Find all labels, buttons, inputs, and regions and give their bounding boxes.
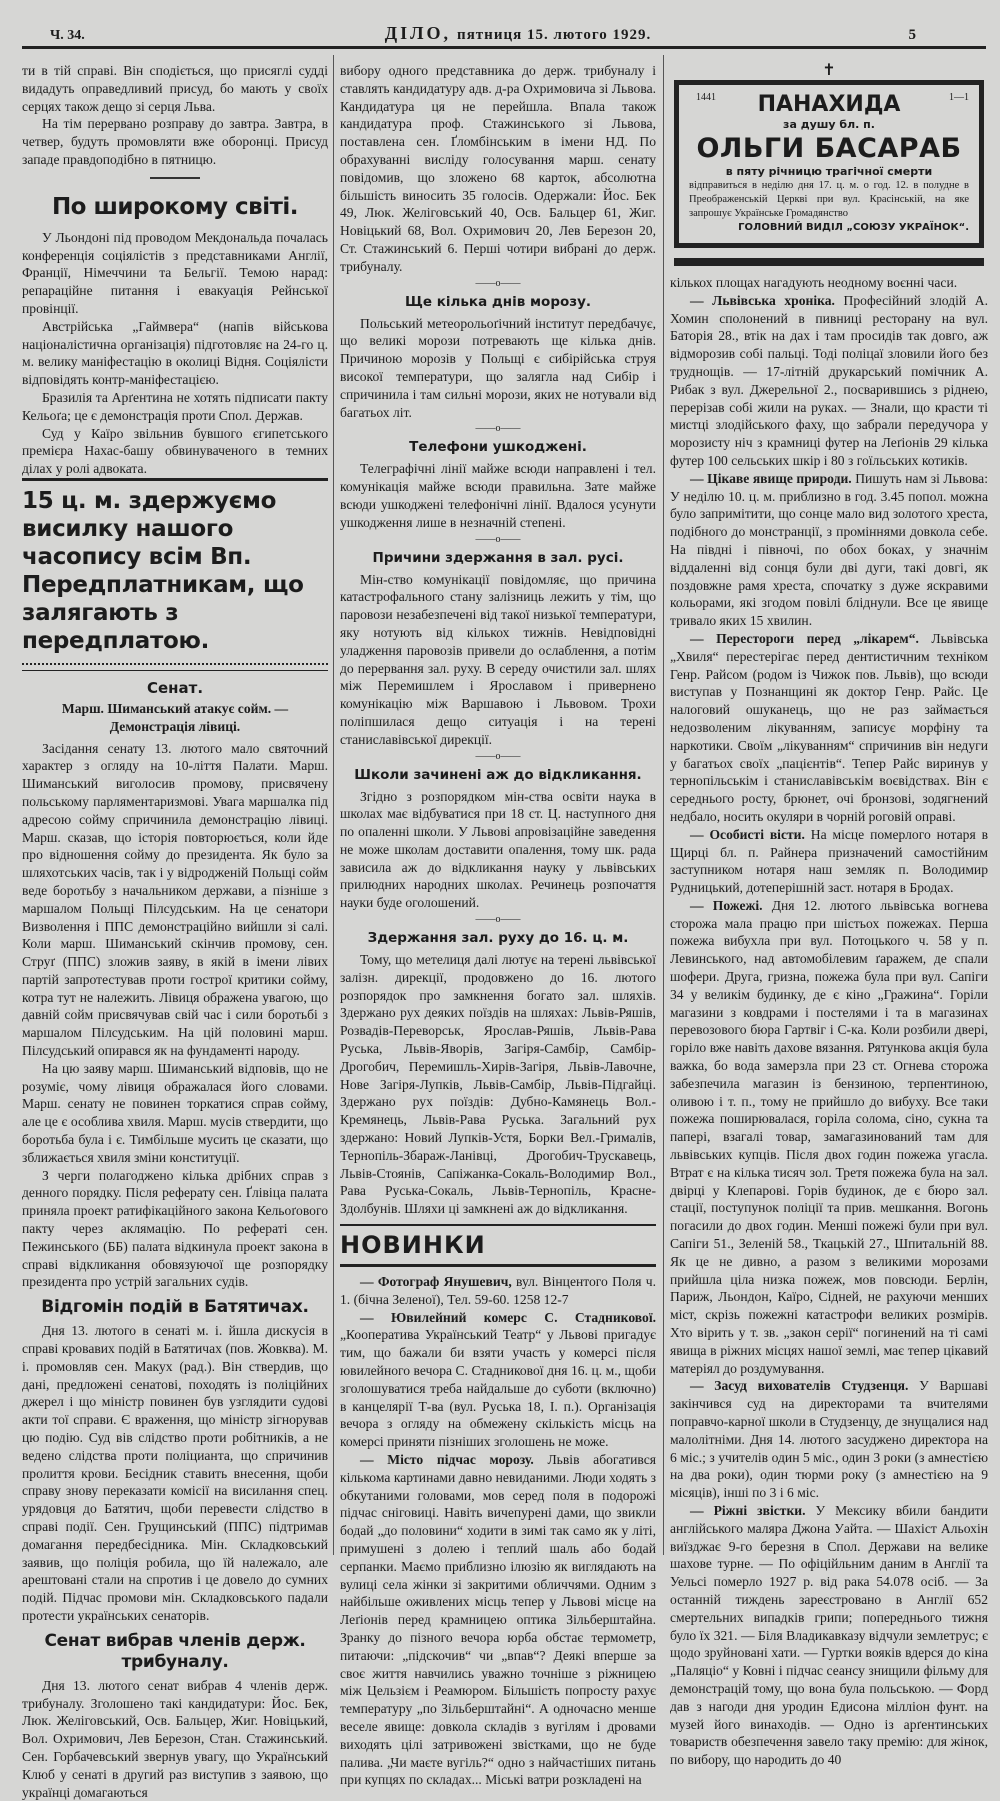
notice-title: ПАНАХИДА <box>757 92 901 117</box>
paragraph-lead: — Місто підчас морозу. <box>360 1452 534 1467</box>
article-paragraph <box>670 630 988 826</box>
notice-name: ОЛЬГИ БАСАРАБ <box>696 133 962 164</box>
article-heading: Сенат. <box>146 678 204 697</box>
newspaper-title-line <box>385 23 652 44</box>
article-paragraph <box>670 1377 988 1502</box>
paragraph-text: У Мексику вбили бандити англійського маляра Джона Уайта. — Шахіст Альохін виїзджає 9-го березня в Спол. Держави на велике шахове турне. — По офіційльним даним в Англії та Уельсі померло 1927 р. від рака 54.078 осіб. — За останній тиждень зареєстровано в Англії 652 смертельних випадків грипи; попереднього тижня було їх 321. — Біля Владикавказу відчули землетрус; є щодо зруйновані хати. — Гуртки вояків вдерся до кіна „Паляціо“ у Ковні і підчас сеансу знищили фільму для демонстрацій тому, що вона була польською. — Форд дав з нагоди дня уродин Едисона мілліон фунт. на музей його винаходів. — Одно із арґентинських товариств обезпечення завело таку премію: для жінок, по вибору, що народить до 40 <box>670 1502 989 1768</box>
article-paragraph <box>22 740 328 1060</box>
paragraph-text: Професійний злодій А. Хомин сполонений в пивниці ресторану на вул. Баторія 28., втік на дах і там просидів так довго, аж відморозив собі пальці. Тоді поліцаї зловили його без труднощів. — 17-літній друкарський помічник А. Рибак з вул. Джерельної 2., посварившись з ріднею, перерізав собі жили на руках. — Знали, що красти ті мистці злодійського фаху, що забрали передучора у морозисту ніч з крамниці футер на Леґіонів 29 кілька футер 100 сельських шкір і 80 з гоїльських котиків. <box>670 292 988 468</box>
article-paragraph <box>670 826 988 897</box>
notice-occasion: в пяту річницю трагічної смерти <box>725 165 933 178</box>
paragraph-text: На цю заяву марш. Шиманський відповів, що не розуміє, чому лівиця ображалася його словами. Марш. сенату не повинен торкатися справ сойму, але це є особлива хвиля. Марш. мусів ствердити, що боротьба була і є. Тимбільше мусить це сказати, що зближається хвиля зміни конституції. <box>22 1060 328 1165</box>
issue-number: Ч. 34. <box>50 28 85 43</box>
article-paragraph <box>22 229 328 318</box>
column-divider <box>333 55 334 1555</box>
paragraph-text: Телеграфічні лінії майже всюди направлені і тел. комунікація майже всюди правильна. Зате майже всюди ушкоджені телефонічні лінії. Вдалося усунути ушкодження лише в незначній степені. <box>340 461 656 530</box>
article-paragraph <box>340 1309 656 1451</box>
article-heading: Телефони ушкоджені. <box>409 439 587 456</box>
paragraph-text: Львів абогатився кількома картинами давно невиданими. Люди ходять з обкутаними головами, мов серед поля в подорожі підчас сніговиці. Навіть вичепурені дами, що звикли бодай „до половини“ ходити в зимі так само як у літі, примушені з долею і теплий шаль або бодай серпанки. Маємо приблизно ілюзію як виглядають на вулиці села жінки зі закритими обличчями. Одним з найбільше оживлених місць тепер у Львові місце на Леґіонів перед крамницею оптика Зільберштайна. Зранку до пізного вечора юрба обстає термометр, питаючи: „підскочив“ чи „впав“? Деякі вперше за своє життя навчились уважно точніше з ріжницею між Цельзієм і Реамюром. Більшість попросту рахує температуру „по Зільберштайні“. А одночасно менше веселе явище: довкола складів з вугілям і дровами виходять цілі затривожені звістками, що не буде палива. „Чи маєте вугіль?“ одно з найчастіших питань при купцях по складах... Міські ватри розкладені на <box>340 1452 656 1788</box>
section-separator <box>150 177 200 179</box>
paragraph-text: Львівська „Хвиля“ перестерігає перед дентистичним техніком Генр. Райсом (родом із Чижок пов. Львів), що всюди виступав у Познанщині як доктор Генр. Райс. Це налоговий ошуканець, що не раз займається недозволеним лікуванням, записує морфіну та наркотики. Своїм „лікуванням“ спричинив він недуги у багатьох своїх „пацієнтів“. Тепер Райс виринув у тернопільськім і станиславівськім воєвідствах. Він є середнього росту, брюнет, очі бронзові, зодягнений недбало, носить окуляри в чорній роговій оправі. <box>670 630 988 824</box>
memorial-notice <box>670 62 988 266</box>
paragraph-text: Дня 13. лютого в сенаті м. і. йшла дискусія в справі кровавих подій в Батятичах (пов. Жовква). М. і. промовляв сен. Макух (рад.). Він ствердив, що дані, предложені сенатові, походять із поліційних джерел і що міністр повинен був узглядити судові акти тої справи. Є враження, що міністр зігнорував цю подію. Суд вів слідство проти робітників, а не ведено слідства проти поліцианта, що спричинив пролиття крови. Бесідник ставить внесення, щоби справу знову переказати комісії на висилання спец. урядовця до Батятич, щоби перевести слідство в справі події. Сен. Грущинський (ППС) підтримав домагання передбесідника. Мін. Складковський заявив, що поліція робила, що їй належало, але арештовані стали на спротив і це довело до сумних подій. Підчас промови мін. Складковського падали протести українських сенаторів. <box>22 1323 328 1623</box>
paragraph-lead: — Цікаве явище природи. <box>690 470 852 486</box>
paragraph-text: У Варшаві закінчився суд на директорами та вчителями поправчо-карної школи в Студзенцу, де знущалися над малолітніми. Дня 14. лютого засуджено директора на 6 міс.; з учителів один 5 міс., один 3 роки (з амнестією на два роки), один тюрми року (з амнестією на 9 місяців), інші по 3 і 6 міс. <box>670 1378 988 1501</box>
masthead <box>50 18 986 44</box>
paragraph-text: З черги полагоджено кілька дрібних справ з денного порядку. Після реферату сен. Ґлівіца палата приняла проект ратифікаційного закона Кельоґового пакту через аклямацію. По рефераті сен. Пежинського (ББ) палата відкинула проект закона в справі відкликання обовязуючої ще розпорядку президента про устрій загальних судів. <box>22 1167 328 1290</box>
paragraph-text: Засідання сенату 13. лютого мало святочний характер з огляду на 10-ліття Палати. Марш. Шиманський виголосив промову, присвячену польському парляментаризмові. Увага маршалка під адресою сойму спричинила демонстрацію лівиці. Марш. сказав, що історія повторюється, коли йде про відношення сойму до президента. Як було за шляхотських часів, так і у відродженій Польщі сойм веде боротьбу з начальником держави, а пізніше з маршалом Польщі Пілсудським. На це сенатори Визволення і ППС демонстраційно вийшли зі салі. Коли марш. Шиманський скінчив промову, сен. Струґ (ППС) зложив заяву, в якій в імени лівих партій запротестував проти гострої критики сойму, котра тут не належить. Лівиця ображена увагою, що давній сойм присвячував свій час і сили боротьбі з маршалом Пілсудським. На цій половині марш. Пілсудський опирався як на фундаменті народу. <box>22 740 328 1059</box>
notice-number: 1441 <box>696 92 716 103</box>
article-paragraph <box>22 1322 328 1625</box>
paragraph-lead: — Ріжні звістки. <box>690 1502 806 1518</box>
paragraph-text: Дня 12. лютого львівська вогнева сторожа мала працю при шістьох пожежах. Перша пожежа вибухла при вул. Потоцького ч. 58 у п. Левинського, над автомобілевим ґаражем, де спали шофери. Друга, гризна, пожежа була при вул. Сапіги 34 у великім будинку, де є кіно „Гражина“. Горіли магазини з ковдрами і постелями і та в магазинах перевозового бюра Гартвіг і С-ка. Коли розбили двері, горіло вже навіть дахове вязання. Рятункова акція була важка, бо вода замерзла при 23 ст. Огнева сторожа забезпечила магазин із бензиною, терпентиною, оливою і т. п., тому не прийшло до вибуху. Все таки пожежа поширювалася, горіла солома, сіно, сукна та папері, взагалі товар, замагазинований там для львівських купців. Після двох годин пожежа угасла. Втрат є на кілька тисяч зол. Третя пожежа була на зал. двірці у Клепарові. Горів будинок, де є бюро зал. стації, поступунок поліції та прив. мешкання. Вогонь погасили до двох годин. Менші пожежі були при вул. Сапіги 51., Зеленій 58., Ткацькій 27., Шпитальній 88. Як це не дивно, а разом з великими морозами прийшла ціла низка пожеж, мов повсюди. Берлін, Париж, Льондон, Каїро, Сідней, не рахуючи менших міст, скрізь пожежні катастрофи великих розмірів. Хто вірить у т. зв. „закон серії“ погинений на ті самі явища в ріжних місцях нашої землі, має тепер цікавий матеріял до роздумування. <box>670 897 988 1376</box>
paragraph-text: Бразилія та Арґентина не хотять підписати пакту Кельоґа; це є демонстрація проти Спол. Держав. <box>22 389 328 423</box>
paragraph-lead: — Пожежі. <box>690 897 763 913</box>
section-separator: ——o—— <box>475 533 521 545</box>
paragraph-text: вибору одного представника до держ. трибуналу і ставлять кандидатуру адв. д-ра Охримовича зі Львова. Кандидатура ця не перейшла. Впала також кандидатура проф. Стажинського зі Львова, поставлена сен. Ґломбінським в імени НД. По обрахуванні висліду голосування марш. сенату повідомив, що зложено 68 карток, абсолютна більшість виносить 35 голосів. Одержали: Йос. Бек 49, Люк. Желіговський 40, Осв. Бальцер 61, Жиг. Новіцький 68, Вол. Охримович 20, Лев Березон 20, Ст. Стажинський 6. Перші чотири вибрані до держ. трибуналу. <box>340 63 656 274</box>
notice-count: 1—1 <box>949 92 969 103</box>
paragraph-text: Суд у Каїро звільнив бувшого єгипетського премієра Нахас-башу обвинуваченого в темних ділах у ролі адвоката. <box>22 425 328 477</box>
paragraph-text: Мін-ство комунікації повідомляє, що причина катастрофального стану залізниць лежить у тім, що паровози незабезпечені від такої низької температури, яку нотують від кількох тижнів. Невідповідні уладження паровозів привели до ослаблення, а потім до перервання зал. руху. В середу очистили зал. шлях між Перемишлем і Ярославом і привернено комунікацію між Варшавою і Львовом. Трохи поліпшилася дещо ситуація і на терені станиславівської дирекції. <box>340 571 656 747</box>
notice-bottom-bar <box>674 258 984 266</box>
newspaper-title: ДІЛО, <box>384 23 452 43</box>
article-paragraph <box>670 470 988 630</box>
article-paragraph <box>340 460 656 531</box>
article-subheading: Марш. Шиманський атакує сойм. — Демонстрація лівиці. <box>61 700 289 734</box>
article-paragraph <box>340 315 656 422</box>
article-paragraph <box>22 318 328 389</box>
article-paragraph <box>22 425 328 478</box>
article-paragraph <box>22 62 328 115</box>
article-paragraph <box>340 571 656 749</box>
article-paragraph <box>340 1451 656 1789</box>
subscription-notice: 15 ц. м. здержуємо висилку нашого часопису всім Вп. Передплатникам, що залягають з передплатою. <box>22 478 328 661</box>
paragraph-text: „Кооператива Український Театр“ у Львові пригадує тим, що бажали би взяти участь у комерсі після ювилейного вечора С. Стадникової дня 16. ц. м., щоби зголошуватися треба найдальше до суботи (включно) в канцелярії Т-ва (вул. Руська 18, I. п.). Організація вечора з огляду на обмежену скількість місць на комерсі приняти пізніших зголошень не може. <box>340 1327 656 1450</box>
notice-signature: ГОЛОВНИЙ ВИДІЛ „СОЮЗУ УКРАЇНОК“. <box>738 222 969 233</box>
article-paragraph <box>22 1677 328 1801</box>
column-divider <box>663 55 664 1555</box>
decorative-rule <box>22 663 328 671</box>
section-separator: ——o—— <box>475 277 521 289</box>
notice-body: відправиться в неділю дня 17. ц. м. о год. 12. в полудне в Преображенській Церкві при вул. Красінській, на яке запрошує Українське Громадянство <box>689 180 969 219</box>
cross-icon: ✝ <box>822 62 836 79</box>
article-paragraph <box>22 1167 328 1292</box>
paragraph-lead: — Перестороги перед „лікарем“. <box>690 630 919 646</box>
notice-title-row <box>689 91 969 118</box>
article-paragraph <box>22 389 328 425</box>
article-heading: Причини здержання в зал. русі. <box>372 549 624 566</box>
paragraph-lead: — Львівська хроніка. <box>690 292 835 308</box>
paragraph-text: На місце померлого нотаря в Щирці бл. п. Райнера призначений самостійним заступником нотаря наш земляк п. Володимир Рудницький, дотеперішній заст. нотаря в Бродах. <box>670 826 988 896</box>
issue-date: пятниця 15. лютого 1929. <box>457 27 652 43</box>
column-2 <box>340 62 656 1789</box>
paragraph-text: Дня 13. лютого сенат вибрав 4 членів держ. трибуналу. Зголошено такі кандидатури: Йос. Бек, Люк. Желіговський, Осв. Бальцер, Жиг. Новіцький, Вол. Охримович, Лев Березон, Стан. Стажинський. Сен. Горбачевський звернув увагу, що Український Клюб у сенаті в другий раз виступив з заявою, що українці домагаються <box>22 1677 328 1800</box>
paragraph-lead: — Засуд вихователів Студзенця. <box>690 1378 909 1394</box>
paragraph-text: Тому, що метелиця далі лютує на терені львівської залізн. дирекції, продовжено до 16. лютого розпорядок про замкнення богато зал. шляхів. Здержано рух деяких поїздів на шляхах: Львів-Ряшів, Розвадів-Переворськ, Ярослав-Ряшів, Львів-Рава Руська, Львів-Яворів, Загіря-Самбір, Самбір-Дрогобич, Перемишль-Хирів-Загіря, Львів-Лавочне, Нове Загіря-Лупків, Львів-Самбір, Львів-Підгайці. Здержано рух поїздів: Дубно-Камянець Вол.-Кремянець, Львів-Рава Руська. Загальний рух здержано: Новий Лупків-Устя, Борки Вел.-Грималів, Тернопіль-Збараж-Ланівці, Дрогобич-Трускавець, Львів-Стоянів, Сапіжанка-Сокаль-Володимир Вол., Рава Руська-Сокаль, Львів-Тернопіль, Красне-Здолбунів. Шляхи ці замкнені аж до відкликання. <box>340 952 656 1217</box>
paragraph-text: Австрійська „Гаймвера“ (напів військова націоналістична організація) підготовляє на 24-го ц. м. велику маніфестацію в околиці Відня. Соціялісти відповідять контр-маніфестацією. <box>22 318 328 388</box>
article-heading: Здержання зал. руху до 16. ц. м. <box>367 930 629 947</box>
paragraph-text: ти в тій справі. Він сподіється, що присяглі судді видадуть оправедливий присуд, бо мають у своїх серцях також дещо зі серця Льва. <box>22 63 328 114</box>
article-paragraph <box>340 62 656 276</box>
article-paragraph <box>670 274 988 292</box>
article-paragraph <box>340 1273 656 1309</box>
paragraph-text: Згідно з розпорядком мін-ства освіти наука в школах має відбуватися при 18 ст. Ц. наступного дня по опаленні школи. У Львові апровізаційне заведення не може школам доставити опалення, тому шк. рада зависила аж до відкликання науку у львівських прилюдних народних школах. Речинець розпочаття науки буде оголошений. <box>340 788 656 911</box>
article-heading: Сенат вибрав членів держ. трибуналу. <box>44 1630 306 1672</box>
paragraph-text: вул. Вінцентого Поля ч. 1. (бічна Зеленої), Тел. 59-60. 1258 12-7 <box>340 1274 656 1307</box>
article-paragraph <box>340 951 656 1218</box>
page-number: 5 <box>908 27 916 43</box>
section-heading: По широкому світі. <box>51 193 299 220</box>
article-paragraph <box>340 788 656 913</box>
notice-subtitle: за душу бл. п. <box>783 118 875 131</box>
header-rule <box>22 46 986 49</box>
paragraph-text: Польський метеорольоґічний інститут передбачує, що великі морози потревають ще кілька днів. Причиною морозів у Польщі є сибірійська струя високої температури, що залягла над Сибір і спричинила і там сильні морози, яких не нотували від багатьох літ. <box>340 315 656 420</box>
paragraph-text: кількох площах нагадують неодному воєнні часи. <box>670 275 958 290</box>
paragraph-text: На тім перервано розправу до завтра. Завтра, в четвер, будуть промовляти вже оборонці. Присуд западе правдоподібно в пятницю. <box>22 116 328 167</box>
column-1 <box>22 62 328 1801</box>
paragraph-lead: — Особисті вісти. <box>690 826 805 842</box>
paragraph-lead: — Фотограф Янушевич, <box>360 1274 512 1290</box>
section-separator: ——o—— <box>475 750 521 762</box>
column-3 <box>670 62 988 1769</box>
section-separator: ——o—— <box>475 423 521 435</box>
article-heading: Ще кілька днів морозу. <box>404 293 592 310</box>
article-paragraph <box>22 1060 328 1167</box>
article-paragraph <box>22 115 328 168</box>
article-paragraph <box>670 292 988 470</box>
memorial-notice-box <box>674 80 984 248</box>
section-separator: ——o—— <box>475 914 521 926</box>
paragraph-text: У Льондоні під проводом Мекдональда почалась конференція соціялістів з представниками Англії, Франції, Німеччини та Бельгії. Темою нарад: репараційне питання і евакуація Рейнської провінції. <box>22 229 328 316</box>
article-paragraph <box>670 1502 988 1769</box>
article-paragraph <box>670 897 988 1378</box>
article-heading: Відгомін подій в Батятичах. <box>41 1297 309 1318</box>
news-section-title: НОВИНКИ <box>340 1224 656 1267</box>
article-heading: Школи зачинені аж до відкликання. <box>354 766 642 783</box>
paragraph-text: Пишуть нам зі Львова: У неділю 10. ц. м. приблизно в год. 3.45 попол. можна було запримітити, що сонце мало вид золотого хреста, подібного до монстранції, з проміннями довкола себе. На півдні і півночі, по обох боках, у значнім віддаленні від сонця були дві дуги, такі довгі, як поздовжне рамя хреста, спочатку з дуже яскравими кольорами, які згодом повілі бліднули. Все це явище тривало яких 15 хвилин. <box>670 470 988 629</box>
paragraph-lead: — Ювилейний комерс С. Стадникової. <box>360 1309 656 1325</box>
